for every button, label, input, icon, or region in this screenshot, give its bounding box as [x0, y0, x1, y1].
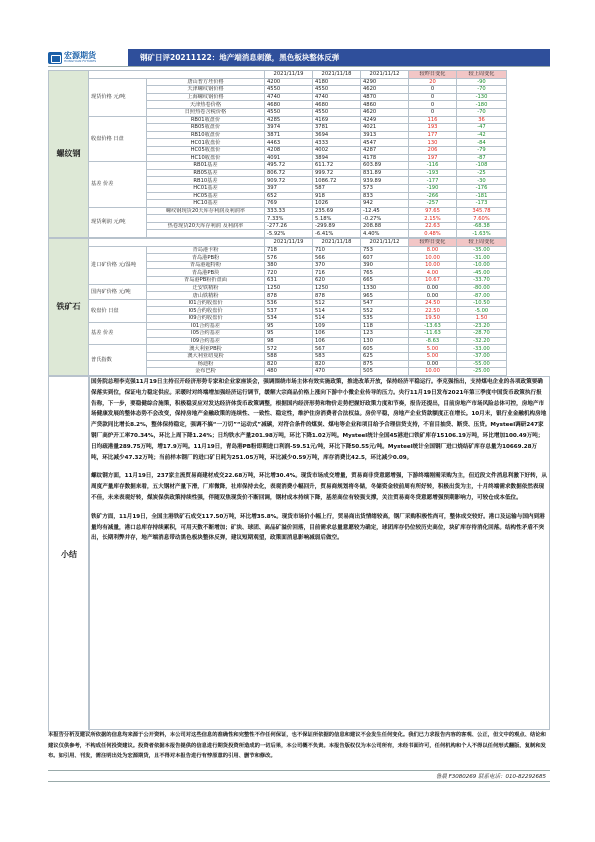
value-cell: 625: [361, 352, 409, 360]
change-cell: -55.00: [457, 360, 507, 368]
change-cell: -177: [409, 177, 457, 185]
row-label: HC01收盘价: [147, 139, 265, 147]
value-cell: -6.41%: [313, 230, 361, 238]
value-cell: 4870: [361, 93, 409, 101]
brand-name-en: HONGYUAN FUTURES: [64, 59, 97, 63]
row-label: HC10收盘价: [147, 154, 265, 162]
change-cell: 1.50: [457, 315, 507, 323]
value-cell: 665: [361, 277, 409, 285]
change-cell: 10.00: [409, 254, 457, 262]
row-label: 天津螺纹钢价格: [147, 86, 265, 94]
value-cell: 820: [265, 360, 313, 368]
date-header: 2021/11/18: [313, 71, 361, 79]
change-cell: -23.20: [457, 322, 507, 330]
value-cell: 611.72: [313, 162, 361, 170]
change-cell: 10.00: [409, 261, 457, 269]
value-cell: -299.89: [313, 222, 361, 230]
value-cell: 620: [313, 277, 361, 285]
row-label: 螺纹钢现货20天库存利润及利润率: [147, 207, 265, 215]
row-label: I09合约基差: [147, 337, 265, 345]
value-cell: 878: [313, 292, 361, 300]
value-cell: 831.89: [361, 169, 409, 177]
change-cell: -84: [457, 139, 507, 147]
ore-group-label: 铁矿石: [49, 239, 89, 376]
change-cell: -90: [457, 78, 507, 86]
header-blank: [89, 239, 265, 247]
value-cell: 820: [313, 360, 361, 368]
value-cell: 999.72: [313, 169, 361, 177]
value-cell: 4680: [265, 101, 313, 109]
change-cell: -266: [409, 192, 457, 200]
summary-label: 小结: [48, 376, 90, 732]
value-cell: 505: [361, 368, 409, 376]
change-cell: 97.65: [409, 207, 457, 215]
table-row: [49, 207, 551, 215]
value-cell: 587: [313, 184, 361, 192]
value-cell: 3694: [313, 131, 361, 139]
change-cell: 24.50: [409, 299, 457, 307]
date-header: 2021/11/19: [265, 239, 313, 247]
row-label: HC05收盘价: [147, 146, 265, 154]
subgroup-label: 基差 价差: [89, 322, 147, 345]
change-cell: -181: [457, 192, 507, 200]
subgroup-label: 普氏指数: [89, 345, 147, 375]
date-header: 2021/11/19: [265, 71, 313, 79]
table-row: [49, 246, 551, 254]
row-label: I01合约基差: [147, 322, 265, 330]
value-cell: 4547: [361, 139, 409, 147]
subgroup-label: 现货利润 元/吨: [89, 207, 147, 237]
subgroup-label: 进口矿价格 元/湿吨: [89, 246, 147, 284]
change-cell: -35.00: [457, 246, 507, 254]
row-label: 天津热卷价格: [147, 101, 265, 109]
table-row: [49, 299, 551, 307]
change-cell: 22.63: [409, 222, 457, 230]
subgroup-label: 收盘价格 日盘: [89, 116, 147, 162]
change-cell: 193: [409, 124, 457, 132]
value-cell: 3894: [313, 154, 361, 162]
value-cell: 552: [361, 307, 409, 315]
change-header: 较上周变化: [457, 239, 507, 247]
value-cell: 380: [265, 261, 313, 269]
value-cell: 397: [265, 184, 313, 192]
subgroup-label: 收盘价 日盘: [89, 299, 147, 322]
row-label: 澳大利亚纽曼粉: [147, 352, 265, 360]
value-cell: 1250: [313, 284, 361, 292]
value-cell: 4550: [265, 108, 313, 116]
value-cell: 480: [265, 368, 313, 376]
row-label: 澳大利亚PB粉: [147, 345, 265, 353]
value-cell: 603.89: [361, 162, 409, 170]
value-cell: 4091: [265, 154, 313, 162]
change-cell: 4.00: [409, 269, 457, 277]
value-cell: 536: [265, 299, 313, 307]
value-cell: 875: [361, 360, 409, 368]
value-cell: 470: [313, 368, 361, 376]
change-cell: -37.00: [457, 352, 507, 360]
value-cell: 1086.72: [313, 177, 361, 185]
change-cell: 177: [409, 131, 457, 139]
change-cell: -87: [457, 154, 507, 162]
summary-text: [88, 376, 550, 730]
value-cell: 534: [265, 315, 313, 323]
row-label: I05合约基差: [147, 330, 265, 338]
value-cell: 4208: [265, 146, 313, 154]
change-cell: 0: [409, 93, 457, 101]
row-label: [147, 215, 265, 223]
value-cell: 965: [361, 292, 409, 300]
summary-paragraph: 国务院总理李克强11月19日主持召开经济形势专家和企业家座谈会，强调围绕市场主体有效实施政策，推进改革开放，保持经济平稳运行。李克强指出，支持煤电企业的各项政策要确保落实到位，保证电力稳定供应。采暖时对终端增加强经济运行调节，缓解大宗商品价格上涨向下游中小微企业传导的压力。央行11月19日发布2021年第三季度中国货币政策执行报告称，下一步，要稳健综合施策，积极稳妥应对发达经济体货币政策调整，根据国内经济形势和物价走势把握好政策力度和节奏，报告还提出，目前房地产市场风险总体可控，房地产市场健康发展的整体态势不会改变，保持房地产金融政策的连续性、一致性、稳定性，维护住房消费者合法权益。房价平稳，房地产企业贷款额度正在增长。10月末，银行业金融机构房地产贷款同比增长8.2%，整体保持稳定，强调不搞“一刀切”“运动式”减碳，对符合条件的煤炭、煤电等企业和项目给予合理信贷支持，不盲目抽贷、断贷、压贷。Mysteel调研247家钢厂高炉开工率70.34%，环比上周下降1.24%；日均铁水产量201.98万吨，环比下降1.02万吨。Mysteel统计全国45港进口铁矿库存15106.19万吨，环比增加100.49万吨；日均疏港量289.75万吨，增17.9万吨。11月19日，青岛港PB粉即期进口利润-59.51元/吨，环比下降50.55元/吨。Mysteel统计全国钢厂进口烧结矿库存总量为10669.28万吨，环比减少47.32万吨；当前样本钢厂的进口矿日耗为251.05万吨，环比减少0.59万吨，库存消费比42.5，环比减少0.09。: [91, 379, 547, 461]
value-cell: 753: [361, 246, 409, 254]
value-cell: 5.18%: [313, 215, 361, 223]
value-cell: 3913: [361, 131, 409, 139]
change-cell: -180: [457, 101, 507, 109]
change-cell: -87.00: [457, 292, 507, 300]
value-cell: 98: [265, 337, 313, 345]
value-cell: 333.33: [265, 207, 313, 215]
change-cell: -33.00: [457, 345, 507, 353]
summary-paragraph: 铁矿方面，11月19日，全国主港铁矿石成交117.50万吨，环比增35.8%。现货市场价小幅上行，贸易商出货情绪较高，钢厂采购积极性尚可，整体成交较好。港口及运输与国内到港量均有减量，港口总库存持续累积，可用天数不断增加；矿块、球团、高品矿溢价回落，目前需求总量意愿较为确定，球团库存仍位较历史高位，块矿库存待消化回落。结构性矛盾不突出，长期利弊并存，地产端消息带动黑色板块整体反弹，建议短期观望，政策面消息影响减弱后做空。: [91, 513, 545, 542]
row-label: RB01基差: [147, 162, 265, 170]
value-cell: 514: [313, 315, 361, 323]
value-cell: 4463: [265, 139, 313, 147]
value-cell: 4680: [313, 101, 361, 109]
change-cell: -5.00: [457, 307, 507, 315]
row-label: [147, 230, 265, 238]
value-cell: 4550: [265, 86, 313, 94]
change-cell: -79: [457, 146, 507, 154]
value-cell: 567: [313, 345, 361, 353]
row-label: 上海螺纹钢价格: [147, 93, 265, 101]
header-blank: [89, 71, 265, 79]
change-header: 较昨日变化: [409, 71, 457, 79]
change-cell: 0: [409, 101, 457, 109]
row-label: HC01基差: [147, 184, 265, 192]
value-cell: 576: [265, 254, 313, 262]
row-label: I05合约收盘价: [147, 307, 265, 315]
disclaimer: 本报告分析及建议所依据的信息均来源于公开资料，本公司对这些信息的准确性和完整性不作任何保证，也不保证所依据的信息和建议不会发生任何变化。我们已力求报告内容的客观、公正，但文中的观点、结论和建议仅供参考，不构成任何投资建议。投资者依据本报告提供的信息进行期货投资所造成的一切后果，本公司概不负责。本报告版权仅为本公司所有，未经书面许可，任何机构和个人不得以任何形式翻版、复制和发布。如引用、刊发，需注明出处为宏源期货，且不得对本报告进行有悖原意的引用、删节和修改。: [48, 732, 546, 760]
value-cell: 1250: [265, 284, 313, 292]
row-label: 唐山铁精粉: [147, 292, 265, 300]
change-cell: 116: [409, 116, 457, 124]
value-cell: 4550: [313, 108, 361, 116]
change-cell: -190: [409, 184, 457, 192]
value-cell: 718: [265, 246, 313, 254]
value-cell: 909.72: [265, 177, 313, 185]
row-label: 青岛港PB粉折盘面: [147, 277, 265, 285]
change-cell: -10.00: [457, 261, 507, 269]
ore-table: [48, 238, 551, 376]
change-cell: 0.48%: [409, 230, 457, 238]
value-cell: 765: [361, 269, 409, 277]
value-cell: 95: [265, 322, 313, 330]
change-cell: 0.00: [409, 292, 457, 300]
value-cell: 4285: [265, 116, 313, 124]
row-label: 青岛港超特粉: [147, 261, 265, 269]
value-cell: 583: [313, 352, 361, 360]
row-label: 日照热卷含税价格: [147, 108, 265, 116]
value-cell: 109: [313, 322, 361, 330]
report-title: 钢矿日评20211122：地产端消息刺激，黑色板块整体反弹: [128, 49, 550, 66]
value-cell: 605: [361, 345, 409, 353]
value-cell: -5.92%: [265, 230, 313, 238]
change-cell: -33.70: [457, 277, 507, 285]
change-cell: -1.63%: [457, 230, 507, 238]
value-cell: 4.40%: [361, 230, 409, 238]
change-cell: 10.67: [409, 277, 457, 285]
change-cell: -193: [409, 169, 457, 177]
value-cell: 4287: [361, 146, 409, 154]
value-cell: 833: [361, 192, 409, 200]
change-cell: -11.63: [409, 330, 457, 338]
value-cell: 3781: [313, 124, 361, 132]
date-header: 2021/11/12: [361, 239, 409, 247]
change-cell: 8.00: [409, 246, 457, 254]
change-cell: -30: [457, 177, 507, 185]
value-cell: 4249: [361, 116, 409, 124]
change-cell: 345.78: [457, 207, 507, 215]
change-header: 较上周变化: [457, 71, 507, 79]
value-cell: 4860: [361, 101, 409, 109]
change-cell: -13.63: [409, 322, 457, 330]
table-row: [49, 345, 551, 353]
value-cell: 588: [265, 352, 313, 360]
row-label: HC05基差: [147, 192, 265, 200]
row-label: 青岛港PB块: [147, 269, 265, 277]
row-label: I09合约收盘价: [147, 315, 265, 323]
brand-name: 宏源期货: [64, 51, 96, 60]
change-cell: 130: [409, 139, 457, 147]
row-label: 迁安铁精粉: [147, 284, 265, 292]
change-cell: -176: [457, 184, 507, 192]
row-label: RB05基差: [147, 169, 265, 177]
row-label: 青岛港卡粉: [147, 246, 265, 254]
change-cell: 19.50: [409, 315, 457, 323]
table-row: [49, 322, 551, 330]
value-cell: -0.27%: [361, 215, 409, 223]
value-cell: 95: [265, 330, 313, 338]
value-cell: 769: [265, 200, 313, 208]
value-cell: 878: [265, 292, 313, 300]
row-label: 青岛港PB粉: [147, 254, 265, 262]
value-cell: 4002: [313, 146, 361, 154]
value-cell: 1330: [361, 284, 409, 292]
value-cell: 710: [313, 246, 361, 254]
table-row: [49, 116, 551, 124]
change-cell: 20: [409, 78, 457, 86]
logo-icon: [48, 52, 62, 64]
change-cell: -173: [457, 200, 507, 208]
value-cell: -277.26: [265, 222, 313, 230]
table-header-row: [49, 239, 551, 247]
value-cell: 4740: [265, 93, 313, 101]
value-cell: 939.89: [361, 177, 409, 185]
rebar-group-label: 螺纹钢: [49, 71, 89, 238]
value-cell: 4333: [313, 139, 361, 147]
table-header-row: [49, 71, 551, 79]
change-cell: -257: [409, 200, 457, 208]
row-label: 唐山普方坯价格: [147, 78, 265, 86]
row-label: HC10基差: [147, 200, 265, 208]
value-cell: 607: [361, 254, 409, 262]
change-cell: 10.00: [409, 368, 457, 376]
change-cell: -42: [457, 131, 507, 139]
value-cell: 512: [313, 299, 361, 307]
value-cell: 4620: [361, 108, 409, 116]
value-cell: 4180: [313, 78, 361, 86]
value-cell: 390: [361, 261, 409, 269]
change-cell: -32.20: [457, 337, 507, 345]
value-cell: 3871: [265, 131, 313, 139]
value-cell: 4290: [361, 78, 409, 86]
value-cell: 572: [265, 345, 313, 353]
value-cell: 716: [313, 269, 361, 277]
value-cell: 573: [361, 184, 409, 192]
value-cell: 720: [265, 269, 313, 277]
change-cell: -70: [457, 108, 507, 116]
value-cell: 4200: [265, 78, 313, 86]
value-cell: 535: [361, 315, 409, 323]
change-cell: -47: [457, 124, 507, 132]
change-cell: -80.00: [457, 284, 507, 292]
change-cell: 22.50: [409, 307, 457, 315]
change-cell: -8.63: [409, 337, 457, 345]
change-cell: -28.70: [457, 330, 507, 338]
value-cell: 4169: [313, 116, 361, 124]
value-cell: 3974: [265, 124, 313, 132]
company-logo: [48, 49, 128, 66]
change-cell: 7.60%: [457, 215, 507, 223]
row-label: RB10基差: [147, 177, 265, 185]
change-cell: -108: [457, 162, 507, 170]
table-row: [49, 162, 551, 170]
row-label: 金布巴粉: [147, 368, 265, 376]
table-row: [49, 284, 551, 292]
value-cell: 566: [313, 254, 361, 262]
value-cell: 106: [313, 337, 361, 345]
value-cell: 537: [265, 307, 313, 315]
value-cell: 4021: [361, 124, 409, 132]
value-cell: 208.88: [361, 222, 409, 230]
change-cell: 0: [409, 86, 457, 94]
value-cell: 123: [361, 330, 409, 338]
change-cell: 36: [457, 116, 507, 124]
value-cell: 370: [313, 261, 361, 269]
value-cell: 652: [265, 192, 313, 200]
change-cell: 206: [409, 146, 457, 154]
summary-paragraph: 螺纹钢方面，11月19日，237家主流贸易商建材成交22.68万吨，环比增30.4%。现货市场成交增量，贸易商非贷意愿增强，下游终端刚需采购为主，但近段文件消息利激下好转，从周度产量库存数据来看，五大钢材产量下滑，厂库微降，社库保持去化，表观消费小幅回升，贸易商规划将冬储，冬储资金较前周有所好转，积极出货为主，十月终端需求数据依然表现不佳，未来表观好转，煤炭保供政策持续性强，伴随双焦现货价不断回调，钢材成本持续下降，基差高位有较强支撑，关注贸易商冬贷意愿增强预期影响力，可较仓成本低位。: [91, 473, 547, 501]
change-cell: 2.15%: [409, 215, 457, 223]
change-cell: -116: [409, 162, 457, 170]
change-cell: -130: [457, 93, 507, 101]
subgroup-label: 国内矿价格 元/吨: [89, 284, 147, 299]
row-label: RB05收盘价: [147, 124, 265, 132]
value-cell: 7.33%: [265, 215, 313, 223]
change-cell: 0: [409, 108, 457, 116]
change-cell: 5.00: [409, 345, 457, 353]
row-label: 热卷现货20天库存利润 及利润率: [147, 222, 265, 230]
change-cell: -68.38: [457, 222, 507, 230]
change-cell: -25.00: [457, 368, 507, 376]
subgroup-label: 现货价格 元/吨: [89, 78, 147, 116]
value-cell: 4550: [313, 86, 361, 94]
change-cell: -10.50: [457, 299, 507, 307]
value-cell: 942: [361, 200, 409, 208]
data-tables: [48, 70, 550, 376]
analyst-footer: 鲁晨 F3080269 联系电话：010-82292685: [48, 770, 550, 782]
value-cell: -12.45: [361, 207, 409, 215]
change-cell: 0.00: [409, 360, 457, 368]
subgroup-label: 基差 价差: [89, 162, 147, 208]
change-cell: -25: [457, 169, 507, 177]
value-cell: 4178: [361, 154, 409, 162]
value-cell: 4740: [313, 93, 361, 101]
value-cell: 1026: [313, 200, 361, 208]
rebar-table: [48, 70, 551, 238]
date-header: 2021/11/18: [313, 239, 361, 247]
report-header: [48, 49, 550, 67]
change-cell: -31.00: [457, 254, 507, 262]
value-cell: 631: [265, 277, 313, 285]
table-row: [49, 78, 551, 86]
value-cell: 4620: [361, 86, 409, 94]
row-label: RB01收盘价: [147, 116, 265, 124]
value-cell: 918: [313, 192, 361, 200]
row-label: RB10收盘价: [147, 131, 265, 139]
change-header: 较昨日变化: [409, 239, 457, 247]
date-header: 2021/11/12: [361, 71, 409, 79]
value-cell: 106: [313, 330, 361, 338]
value-cell: 495.72: [265, 162, 313, 170]
row-label: I01合约收盘价: [147, 299, 265, 307]
row-label: 杨迪粉: [147, 360, 265, 368]
value-cell: 547: [361, 299, 409, 307]
value-cell: 118: [361, 322, 409, 330]
value-cell: 235.69: [313, 207, 361, 215]
change-cell: 5.00: [409, 352, 457, 360]
change-cell: 197: [409, 154, 457, 162]
value-cell: 514: [313, 307, 361, 315]
value-cell: 806.72: [265, 169, 313, 177]
value-cell: 130: [361, 337, 409, 345]
change-cell: 0.00: [409, 284, 457, 292]
change-cell: -70: [457, 86, 507, 94]
change-cell: -45.00: [457, 269, 507, 277]
